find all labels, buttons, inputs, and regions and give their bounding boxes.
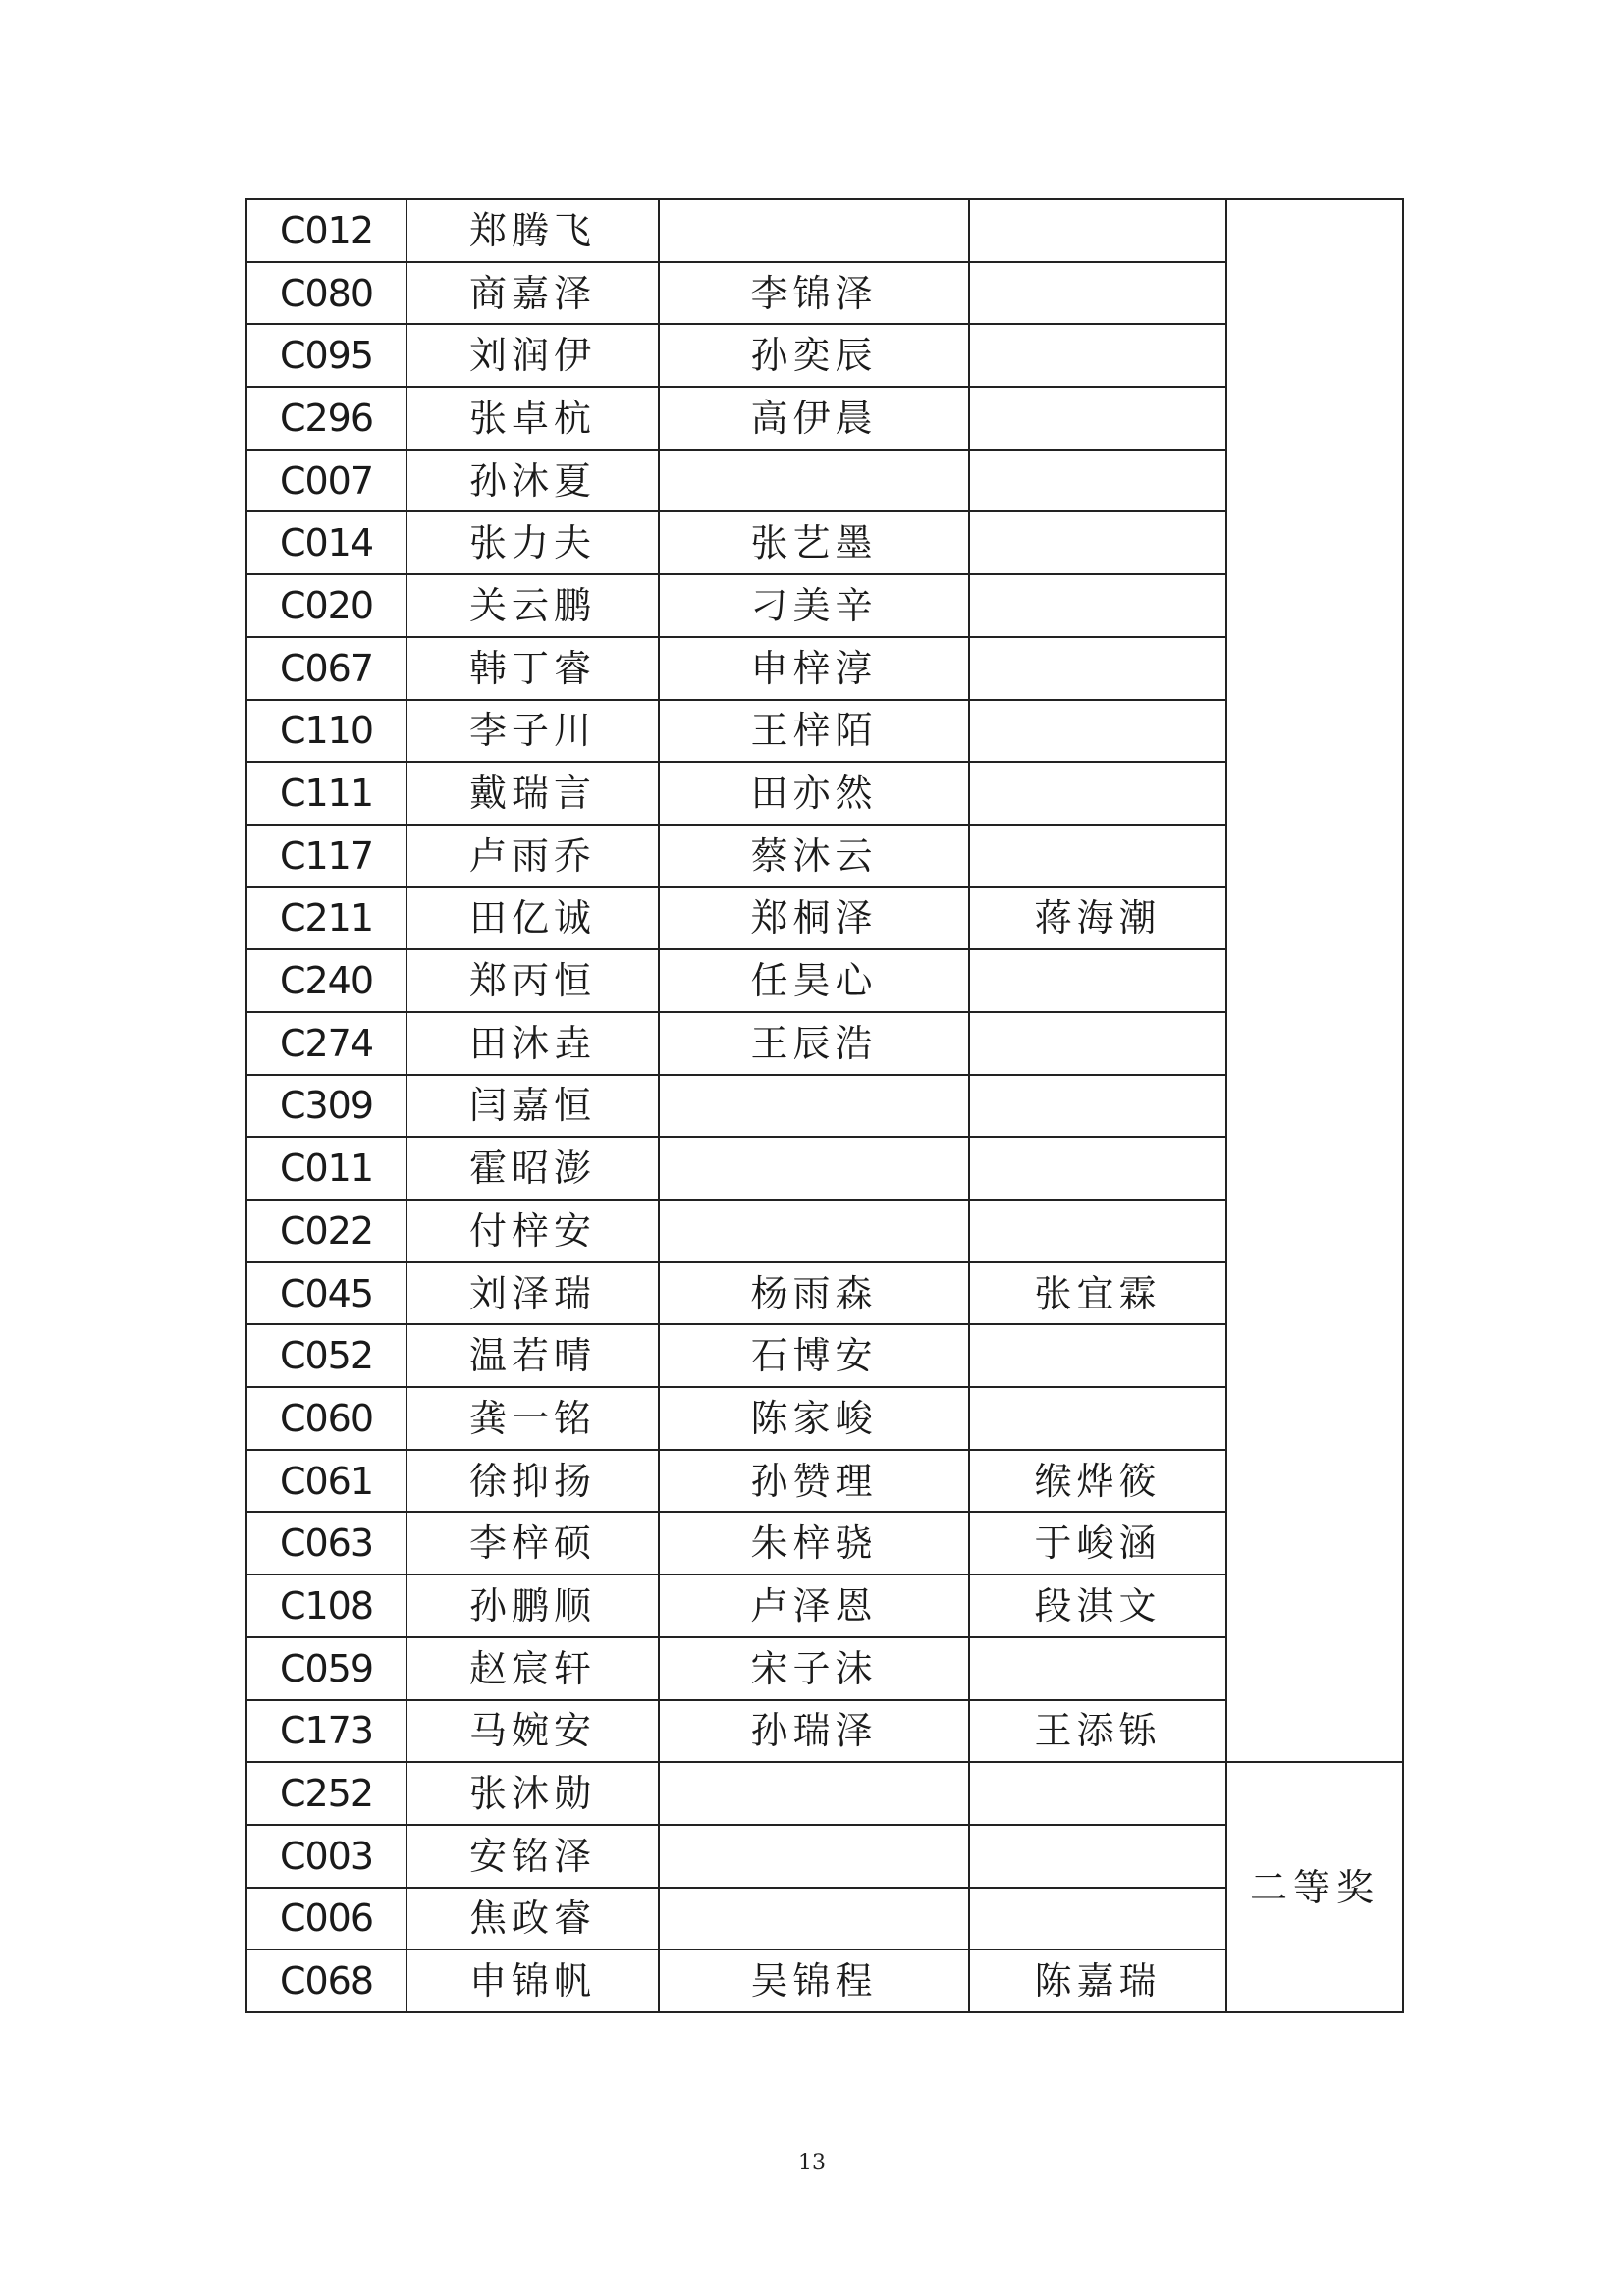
- member-1-cell: 刘泽瑞: [406, 1262, 659, 1325]
- member-3-cell: [969, 1762, 1226, 1825]
- team-code-cell: C252: [246, 1762, 406, 1825]
- member-3-cell: 张宜霖: [969, 1262, 1226, 1325]
- member-2-cell: 王梓陌: [659, 700, 969, 763]
- team-code-cell: C003: [246, 1825, 406, 1888]
- member-2-cell: [659, 1137, 969, 1200]
- team-code-cell: C108: [246, 1575, 406, 1637]
- member-1-cell: 焦政睿: [406, 1888, 659, 1950]
- team-code-cell: C240: [246, 949, 406, 1012]
- team-code-cell: C296: [246, 387, 406, 450]
- member-3-cell: [969, 1012, 1226, 1075]
- member-2-cell: 杨雨森: [659, 1262, 969, 1325]
- member-3-cell: [969, 1888, 1226, 1950]
- team-code-cell: C211: [246, 887, 406, 950]
- member-2-cell: 申梓淳: [659, 637, 969, 700]
- member-2-cell: 刁美辛: [659, 574, 969, 637]
- member-1-cell: 田亿诚: [406, 887, 659, 950]
- member-2-cell: 卢泽恩: [659, 1575, 969, 1637]
- member-2-cell: 郑桐泽: [659, 887, 969, 950]
- member-1-cell: 徐抑扬: [406, 1450, 659, 1513]
- member-3-cell: [969, 1637, 1226, 1700]
- team-code-cell: C022: [246, 1200, 406, 1262]
- member-3-cell: [969, 1324, 1226, 1387]
- member-2-cell: 孙瑞泽: [659, 1700, 969, 1763]
- member-1-cell: 温若晴: [406, 1324, 659, 1387]
- award-table-body: [246, 199, 1403, 2012]
- member-1-cell: 孙沐夏: [406, 450, 659, 512]
- award-level-cell: 二等奖: [1226, 1762, 1403, 2012]
- team-code-cell: C014: [246, 511, 406, 574]
- team-code-cell: C274: [246, 1012, 406, 1075]
- member-3-cell: 王添铄: [969, 1700, 1226, 1763]
- team-code-cell: C020: [246, 574, 406, 637]
- member-3-cell: 蒋海潮: [969, 887, 1226, 950]
- team-code-cell: C117: [246, 825, 406, 887]
- member-1-cell: 张沐勋: [406, 1762, 659, 1825]
- member-1-cell: 李梓硕: [406, 1512, 659, 1575]
- team-code-cell: C059: [246, 1637, 406, 1700]
- team-code-cell: C068: [246, 1949, 406, 2012]
- team-code-cell: C080: [246, 262, 406, 325]
- member-3-cell: 陈嘉瑞: [969, 1949, 1226, 2012]
- member-2-cell: 田亦然: [659, 762, 969, 825]
- team-code-cell: C063: [246, 1512, 406, 1575]
- team-code-cell: C045: [246, 1262, 406, 1325]
- team-code-cell: C012: [246, 199, 406, 262]
- member-3-cell: [969, 825, 1226, 887]
- member-1-cell: 马婉安: [406, 1700, 659, 1763]
- team-code-cell: C060: [246, 1387, 406, 1450]
- member-3-cell: [969, 1200, 1226, 1262]
- member-3-cell: [969, 262, 1226, 325]
- team-code-cell: C067: [246, 637, 406, 700]
- member-1-cell: 刘润伊: [406, 324, 659, 387]
- team-code-cell: C052: [246, 1324, 406, 1387]
- award-table: [245, 198, 1404, 2013]
- member-1-cell: 戴瑞言: [406, 762, 659, 825]
- member-1-cell: 龚一铭: [406, 1387, 659, 1450]
- member-1-cell: 韩丁睿: [406, 637, 659, 700]
- member-2-cell: 李锦泽: [659, 262, 969, 325]
- member-2-cell: [659, 1075, 969, 1138]
- member-2-cell: [659, 199, 969, 262]
- member-3-cell: [969, 324, 1226, 387]
- award-level-cell: [1226, 199, 1403, 1762]
- member-2-cell: 王辰浩: [659, 1012, 969, 1075]
- member-1-cell: 闫嘉恒: [406, 1075, 659, 1138]
- team-code-cell: C061: [246, 1450, 406, 1513]
- member-3-cell: [969, 450, 1226, 512]
- member-2-cell: 孙赞理: [659, 1450, 969, 1513]
- member-3-cell: [969, 1825, 1226, 1888]
- member-2-cell: [659, 1200, 969, 1262]
- member-1-cell: 霍昭澎: [406, 1137, 659, 1200]
- member-3-cell: [969, 949, 1226, 1012]
- member-1-cell: 张力夫: [406, 511, 659, 574]
- member-1-cell: 孙鹏顺: [406, 1575, 659, 1637]
- member-2-cell: [659, 450, 969, 512]
- member-3-cell: 段淇文: [969, 1575, 1226, 1637]
- team-code-cell: C173: [246, 1700, 406, 1763]
- member-1-cell: 李子川: [406, 700, 659, 763]
- member-1-cell: 张卓杭: [406, 387, 659, 450]
- team-code-cell: C095: [246, 324, 406, 387]
- member-2-cell: 孙奕辰: [659, 324, 969, 387]
- member-3-cell: [969, 1137, 1226, 1200]
- member-3-cell: [969, 700, 1226, 763]
- member-1-cell: 申锦帆: [406, 1949, 659, 2012]
- member-3-cell: [969, 1075, 1226, 1138]
- member-3-cell: [969, 387, 1226, 450]
- member-3-cell: [969, 762, 1226, 825]
- member-3-cell: [969, 511, 1226, 574]
- member-2-cell: 高伊晨: [659, 387, 969, 450]
- table-row: [246, 1762, 1403, 1825]
- team-code-cell: C007: [246, 450, 406, 512]
- member-2-cell: 任昊心: [659, 949, 969, 1012]
- member-2-cell: [659, 1888, 969, 1950]
- member-3-cell: 缑烨筱: [969, 1450, 1226, 1513]
- member-2-cell: 宋子沫: [659, 1637, 969, 1700]
- member-3-cell: [969, 637, 1226, 700]
- member-1-cell: 关云鹏: [406, 574, 659, 637]
- member-3-cell: [969, 574, 1226, 637]
- member-2-cell: 蔡沐云: [659, 825, 969, 887]
- member-1-cell: 付梓安: [406, 1200, 659, 1262]
- member-2-cell: [659, 1825, 969, 1888]
- member-2-cell: [659, 1762, 969, 1825]
- member-1-cell: 商嘉泽: [406, 262, 659, 325]
- member-3-cell: 于峻涵: [969, 1512, 1226, 1575]
- member-1-cell: 卢雨乔: [406, 825, 659, 887]
- member-2-cell: 陈家峻: [659, 1387, 969, 1450]
- table-row: [246, 199, 1403, 262]
- page-number: 13: [798, 2151, 826, 2175]
- member-1-cell: 郑丙恒: [406, 949, 659, 1012]
- team-code-cell: C111: [246, 762, 406, 825]
- member-1-cell: 赵宸轩: [406, 1637, 659, 1700]
- member-3-cell: [969, 199, 1226, 262]
- member-2-cell: 朱梓骁: [659, 1512, 969, 1575]
- member-2-cell: 石博安: [659, 1324, 969, 1387]
- member-3-cell: [969, 1387, 1226, 1450]
- member-2-cell: 张艺墨: [659, 511, 969, 574]
- member-2-cell: 吴锦程: [659, 1949, 969, 2012]
- team-code-cell: C011: [246, 1137, 406, 1200]
- member-1-cell: 郑腾飞: [406, 199, 659, 262]
- member-1-cell: 安铭泽: [406, 1825, 659, 1888]
- team-code-cell: C110: [246, 700, 406, 763]
- member-1-cell: 田沐垚: [406, 1012, 659, 1075]
- team-code-cell: C006: [246, 1888, 406, 1950]
- team-code-cell: C309: [246, 1075, 406, 1138]
